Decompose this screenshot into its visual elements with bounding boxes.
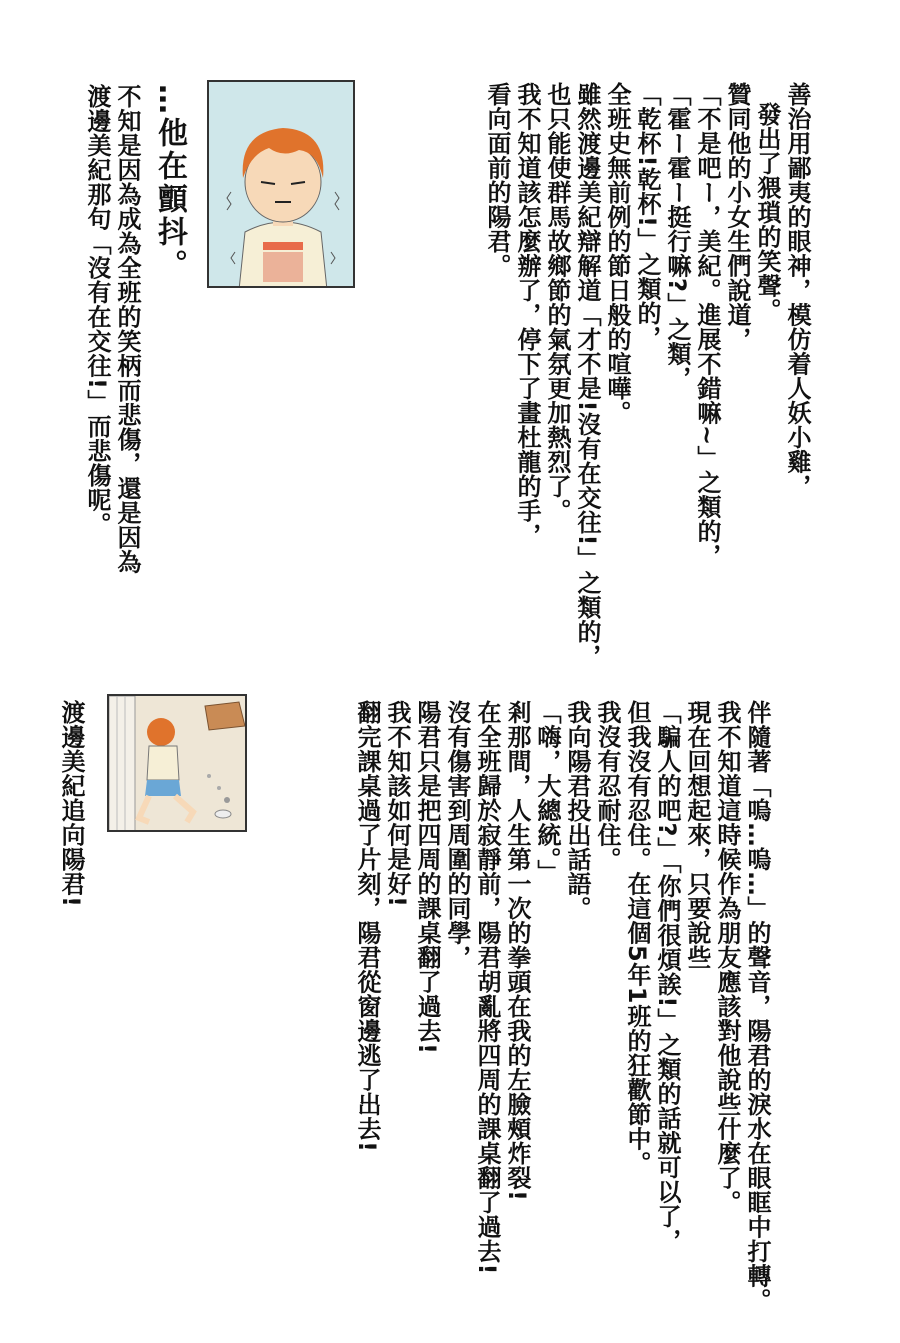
bottom-right-text [352,700,772,1313]
text-line: 看向面前的陽君。 [483,82,511,278]
text-line: 但我沒有忍住。在這個5年1班的狂歡節中。 [623,700,651,1176]
text-line: 我不知道該怎麼辦了，停下了畫杜龍的手， [513,82,541,548]
text-line: 陽君只是把四周的課桌翻了過去! [413,700,441,1055]
illustration-panel-running-boy [107,694,247,832]
text-line: 翻完課桌過了片刻，陽君從窗邊逃了出去! [353,700,381,1153]
text-line: 「騙人的吧?」「你們很煩誒!」之類的話就可以了， [653,700,681,1253]
text-line: 善治用鄙夷的眼神，模仿着人妖小雞， [783,82,811,499]
text-line: 雖然渡邊美紀辯解道「才不是!沒有在交往!」之類的， [573,82,601,669]
text-line: 發出了猥瑣的笑聲。 [753,102,781,323]
trembling-boy-illustration [209,82,355,288]
text-line: 「乾杯!乾杯!」之類的， [633,82,661,350]
illustration-panel-trembling-boy [207,80,355,288]
text-line: 現在回想起來，只要說些 [683,700,711,970]
text-line: 「嗨，大總統。」 [533,700,561,884]
running-boy-illustration [109,696,247,832]
text-line: 在全班歸於寂靜前，陽君胡亂將四周的課桌翻了過去! [473,700,501,1275]
text-line: 剎那間，人生第一次的拳頭在我的左臉頰炸裂! [503,700,531,1202]
top-left-caption: …他在顫抖。 [152,84,187,282]
text-line: 沒有傷害到周圍的同學， [443,700,471,970]
text-line: 「霍ー霍ー挺行嘛?」之類， [663,82,691,391]
text-line: 渡邊美紀那句「沒有在交往!」而悲傷呢。 [83,84,111,537]
bottom-left-text [56,700,86,907]
text-line: 我向陽君投出話語。 [563,700,591,921]
text-line: 全班史無前例的節日般的喧嘩。 [603,82,631,425]
text-line: 我不知道這時候作為朋友應該對他說些什麼了。 [713,700,741,1215]
text-line: 不知是因為成為全班的笑柄而悲傷，還是因為 [113,84,141,574]
text-line: 贊同他的小女生們說道， [723,82,751,352]
top-left-text [82,84,142,574]
top-right-text [482,82,812,668]
text-line: 「不是吧ー，美紀。進展不錯嘛~」之類的， [693,82,721,569]
text-line: 我不知該如何是好! [383,700,411,908]
text-line: 伴隨著「嗚…嗚…」的聲音，陽君的淚水在眼眶中打轉。 [743,700,771,1313]
text-line: 也只能使群馬故鄉節的氣氛更加熱烈了。 [543,82,571,523]
text-line: 我沒有忍耐住。 [593,700,621,872]
text-line: 渡邊美紀追向陽君! [57,700,85,908]
